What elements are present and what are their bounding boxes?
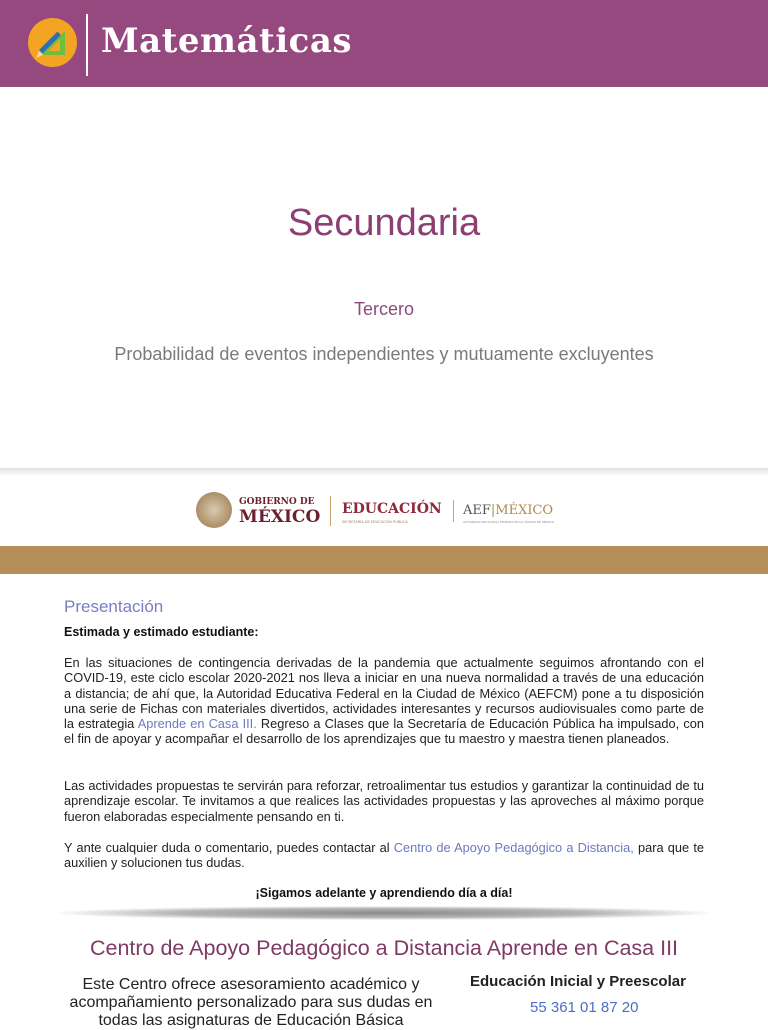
paragraph-activities: Las actividades propuestas te servirán para reforzar, retroalimentar tus estudios y garantizar la continuidad de tu aprendizaje escolar. Te invitamos a que realices las actividades propuestas y las aproveches al máximo porque fueron elaboradas especialmente pensando en ti. (64, 778, 704, 824)
grade-label: Tercero (353, 299, 415, 319)
school-level-title: Secundaria (287, 202, 481, 244)
aef-mexico-label: MÉXICO (495, 503, 554, 518)
aprende-en-casa-link[interactable]: Aprende en Casa III. (137, 716, 257, 732)
gold-band (0, 546, 768, 574)
aef-logo-text (463, 503, 553, 518)
institution-logos (196, 488, 576, 536)
greeting: Estimada y estimado estudiante: (64, 625, 259, 639)
logo-divider (453, 500, 454, 522)
presentation-title: Presentación (64, 597, 164, 616)
eagle-seal-icon (196, 492, 232, 528)
paragraph-intro (64, 655, 704, 747)
level-label: Educación Inicial y Preescolar (470, 973, 686, 990)
gob-label-small: GOBIERNO DE (239, 497, 315, 507)
aef-separator: | (490, 503, 496, 518)
contact-text-rest: para que te auxilien y solucionen tus dudas. (64, 840, 705, 871)
intro-text-rest: Regreso a Clases que la Secretaría de Educación Pública ha impulsado, con el fin de apoyar y acompañar el desarrollo de los aprendizajes que tu maestro y maestra tienen planeados. (64, 716, 704, 747)
topic-title: Probabilidad de eventos independientes y mutuamente excluyentes (114, 344, 654, 364)
logo-divider (330, 496, 331, 526)
decorative-bar (56, 906, 712, 920)
header-bar (0, 0, 768, 87)
support-center-title: Centro de Apoyo Pedagógico a Distancia Aprende en Casa III (89, 936, 679, 960)
section-divider (0, 468, 768, 476)
contact-text: Y ante cualquier duda o comentario, puedes contactar al (64, 840, 394, 855)
support-center-link[interactable]: Centro de Apoyo Pedagógico a Distancia, (393, 840, 634, 855)
education-logo-text: EDUCACIÓN (342, 501, 442, 517)
math-tools-icon (28, 18, 77, 67)
education-logo-subtext: SECRETARÍA DE EDUCACIÓN PÚBLICA (342, 520, 408, 524)
header-divider (86, 14, 88, 76)
phone-number[interactable]: 55 361 01 87 20 (530, 999, 639, 1016)
aef-label: AEF (463, 503, 491, 518)
closing-message: ¡Sigamos adelante y aprendiendo día a día! (255, 886, 513, 900)
gob-label-big: MÉXICO (239, 507, 321, 527)
paragraph-contact (64, 840, 704, 871)
intro-text: En las situaciones de contingencia derivadas de la pandemia que actualmente seguimos afrontando con el COVID-19, este ciclo escolar 2020-2021 nos lleva a iniciar en una nueva normalidad a través de una educación a distancia; de ahí que, la Autoridad Educativa Federal en la Ciudad de México (AEFCM) pone a tu disposición una serie de Fichas con materiales divertidos, actividades interesantes y recursos audiovisuales como parte de la estrategia (64, 655, 704, 732)
support-center-description: Este Centro ofrece asesoramiento académico y acompañamiento personalizado para sus dudas en todas las asignaturas de Educación Básica (69, 976, 433, 1029)
app-title: Matemáticas (101, 21, 353, 61)
aef-logo-subtext: AUTORIDAD EDUCATIVA FEDERAL EN LA CIUDAD DE MÉXICO (463, 520, 554, 524)
